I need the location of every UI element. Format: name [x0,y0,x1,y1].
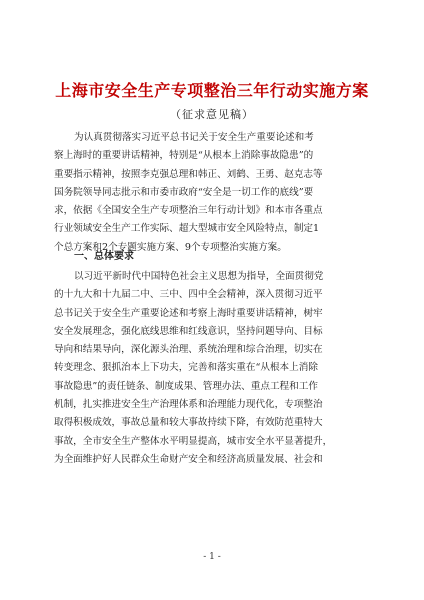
paragraph-line: 安全发展理念，强化底线思维和红线意识，坚持问题导向、目标 [54,325,323,337]
paragraph-line: 个总方案和2个专题实施方案、9个专项整治实施方案。 [54,241,287,253]
paragraph-line: 事故隐患”的责任链条、制度成果、管理办法、重点工程和工作 [54,380,318,392]
intro-paragraph [54,129,376,257]
paragraph-line: 为全面维护好人民群众生命财产安全和经济高质量发展、社会和 [54,453,323,465]
section1-paragraph [54,268,376,469]
paragraph-line: 取得积极成效，事故总量和较大事故持续下降，有效防范重特大 [54,417,323,429]
paragraph-line: 总书记关于安全生产重要论述和考察上海时重要讲话精神，树牢 [54,307,323,319]
paragraph-line: 重要指示精神，按照李克强总理和韩正、刘鹤、王勇、赵克志等 [54,168,323,180]
document-subtitle: （征求意见稿） [170,108,254,121]
paragraph-line: 导向和结果导向，深化源头治理、系统治理和综合治理，切实在 [54,344,323,356]
page-number: - 1 - [203,552,221,562]
paragraph-line: 的十九大和十九届二中、三中、四中全会精神，深入贯彻习近平 [54,289,323,301]
paragraph-line: 国务院领导同志批示和市委市政府“安全是一切工作的底线”要 [54,186,314,198]
document-title: 上海市安全生产专项整治三年行动实施方案 [55,81,369,100]
section-heading: 一、总体要求 [74,251,134,262]
paragraph-line: 转变理念、狠抓治本上下功夫，完善和落实重在“从根本上消除 [54,362,318,374]
paragraph-line: 机制，扎实推进安全生产治理体系和治理能力现代化，专项整治 [54,399,323,411]
paragraph-line: 事故，全市安全生产整体水平明显提高，城市安全水平显著提升， [54,435,333,447]
paragraph-line: 求，依据《全国安全生产专项整治三年行动计划》和本市各重点 [54,205,323,217]
paragraph-line: 察上海时的重要讲话精神，特别是“从根本上消除事故隐患”的 [54,150,314,162]
paragraph-line: 行业领域安全生产工作实际、超大型城市安全风险特点，制定1 [54,223,320,235]
paragraph-line: 以习近平新时代中国特色社会主义思想为指导，全面贯彻党 [74,271,324,282]
paragraph-line: 为认真贯彻落实习近平总书记关于安全生产重要论述和考 [74,132,314,143]
